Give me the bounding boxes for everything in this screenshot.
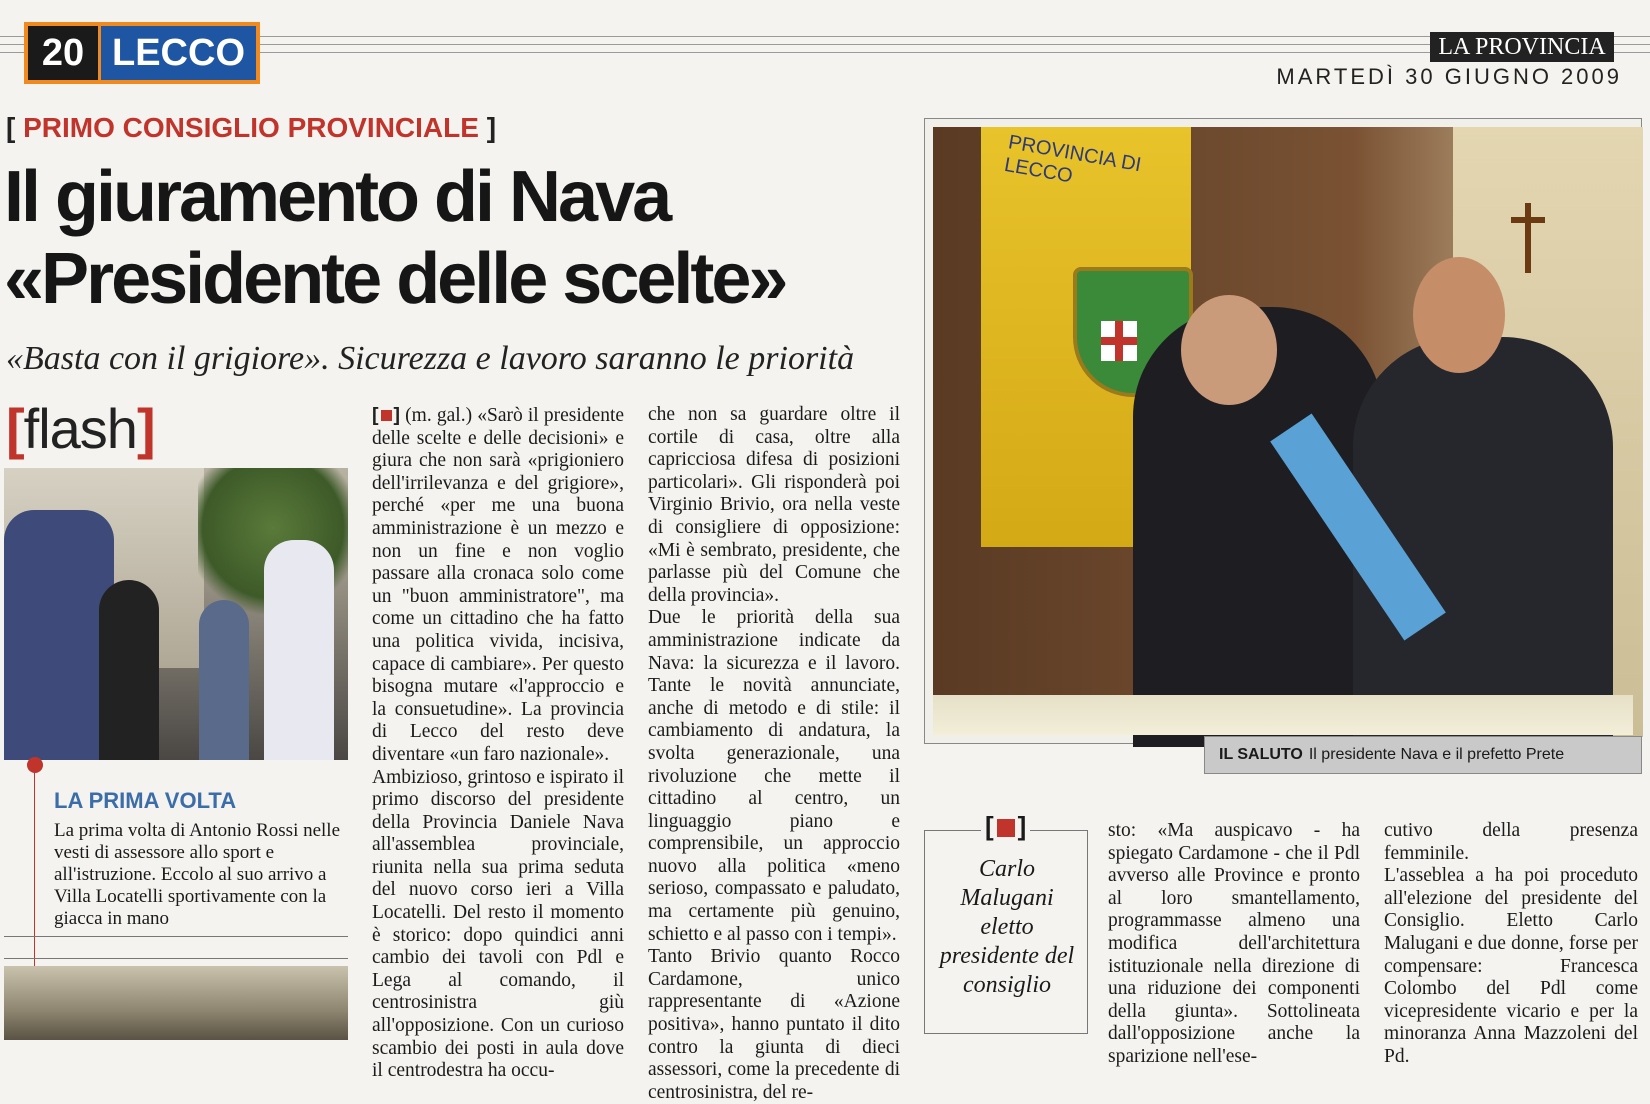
article-col1-paragraph-2: Ambizioso, grintoso e ispirato il primo discorso del presidente della Provincia Daniele Nava all'assemblea provinciale, riunita nella sua prima seduta del nuovo corso ieri a Villa Locatelli. Del resto il momento è storico: dopo quindici anni cambio dei tavoli con Pdl e Lega al comando, il centrosinistra giù all'opposizione. Con un curioso scambio dei posti in aula dove il centrodestra ha occu- (372, 766, 624, 1082)
flash-photo-figure-right (264, 540, 334, 760)
flash-logo: [flash] (6, 397, 155, 460)
article-column-4 (1384, 820, 1638, 1069)
issue-date: MARTEDÌ 30 GIUGNO 2009 (1276, 64, 1622, 89)
prefect-head (1181, 295, 1277, 405)
flash-photo-figure-mid (99, 580, 159, 760)
page-number: 20 (28, 26, 98, 80)
main-photo (933, 127, 1633, 735)
sidebar-box (924, 811, 1088, 1034)
newspaper-name: LA PROVINCIA (1430, 32, 1614, 62)
headline-line-1: Il giuramento di Nava (4, 157, 670, 237)
article-col2-paragraph-1: che non sa guardare oltre il cortile di casa, oltre alla capricciosa difesa di posizioni particolari». Gli risponderà poi Virginio Brivio, ora nella veste di consigliere di opposizione: «Mi è sembrato, presidente, che parlasse più del Comune che della provincia». (648, 404, 900, 606)
crucifix (1525, 203, 1531, 273)
flash-divider-top (4, 936, 348, 937)
article-kicker: [ PRIMO CONSIGLIO PROVINCIALE ] (6, 112, 497, 143)
flash-divider-bottom (4, 958, 348, 959)
president-head (1413, 257, 1505, 373)
flash-dot (27, 757, 43, 773)
flash-photo-audience (4, 966, 348, 1040)
flash-line (34, 772, 35, 972)
article-col3-paragraph-1: sto: «Ma auspicavo - ha spiegato Cardamone - che il Pdl avverso alle Province e pronto al loro smantellamento, programmasse almeno una modifica dell'architettura istituzionale nella direzione di una riduzione dei componenti della giunta». Sottolineata dall'opposizione anche la sparizione nell'ese- (1108, 820, 1360, 1067)
article-col1-text: «Sarò il presidente delle scelte e delle decisioni» e giura che non sarà «prigioniero dell'irrilevanza e del grigiore», perché «per me una buona amministrazione è un mezzo e non un fine e non voglio passare alla cronaca solo come un "buon amministratore", ma come un cittadino che ha fatto una politica vivida, incisiva, capace di cambiare». Per questo bisogna mutare «l'approccio e la consuetudine». La provincia di Lecco del resto deve diventare «un faro nazionale». (372, 405, 625, 765)
caption-label: IL SALUTO (1219, 746, 1303, 763)
caption-text: Il presidente Nava e il prefetto Prete (1308, 746, 1565, 763)
flash-logo-text: flash (23, 397, 137, 460)
article-column-2 (648, 404, 900, 1104)
article-col4-paragraph-2: L'asseblea a ha poi proceduto all'elezione del presidente del Consiglio. Eletto Carlo Malugani e due donne, forse per compensare: Francesca Colombo del Pdl come vicepresidente vicario e per la minoranza Anna Mazzoleni del Pd. (1384, 865, 1638, 1067)
main-photo-frame (924, 118, 1642, 744)
banner-text: PROVINCIA DI LECCO (1002, 131, 1143, 188)
flash-photo (4, 468, 348, 760)
page-tag (24, 22, 260, 84)
flash-box-text: La prima volta di Antonio Rossi nelle vesti di assessore allo sport e all'istruzione. Eccolo al suo arrivo a Villa Locatelli sportivamente con la giacca in mano (54, 820, 341, 929)
flash-box-title: LA PRIMA VOLTA (54, 788, 237, 813)
flash-photo-figure-suit (199, 600, 249, 760)
article-column-3 (1108, 820, 1360, 1069)
article-marker: [ ] (372, 404, 400, 426)
sidebar-text: Carlo Malugani eletto presidente del consiglio (939, 856, 1075, 998)
article-col4-paragraph-1: cutivo della presenza femminile. (1384, 820, 1638, 864)
article-byline: (m. gal.) (405, 405, 473, 426)
section-name: LECCO (101, 26, 256, 80)
sidebar-marker: [ ] (981, 811, 1030, 842)
headline-line-2: «Presidente delle scelte» (4, 239, 786, 319)
article-col2-paragraph-2: Due le priorità della sua amministrazione indicate da Nava: la sicurezza e il lavoro. Tante le novità annunciate, anche di metodo e di stile: il cambiamento di andatura, la svolta generazionale, una rivoluzione che mette il cittadino al centro, un linguaggio piano e comprensibile, un approccio nuovo alla politica «meno serioso, compassato e paludato, ma certamente più genuino, schietto e al passo con i tempi». (648, 607, 900, 945)
crest-cross (1101, 321, 1137, 361)
flash-photo-figure-left (4, 510, 114, 760)
article-column-1 (372, 404, 624, 1083)
photo-table (933, 695, 1633, 735)
article-col2-paragraph-3: Tanto Brivio quanto Rocco Cardamone, unico rappresentante di «Azione positiva», hanno puntato il dito contro la giunta di dieci assessori, come la precedente di centrosinistra, del re- (648, 946, 900, 1103)
article-headline (4, 156, 904, 320)
photo-caption (1204, 736, 1642, 774)
kicker-text: PRIMO CONSIGLIO PROVINCIALE (23, 112, 479, 143)
article-subhead: «Basta con il grigiore». Sicurezza e lavoro saranno le priorità (6, 340, 855, 377)
